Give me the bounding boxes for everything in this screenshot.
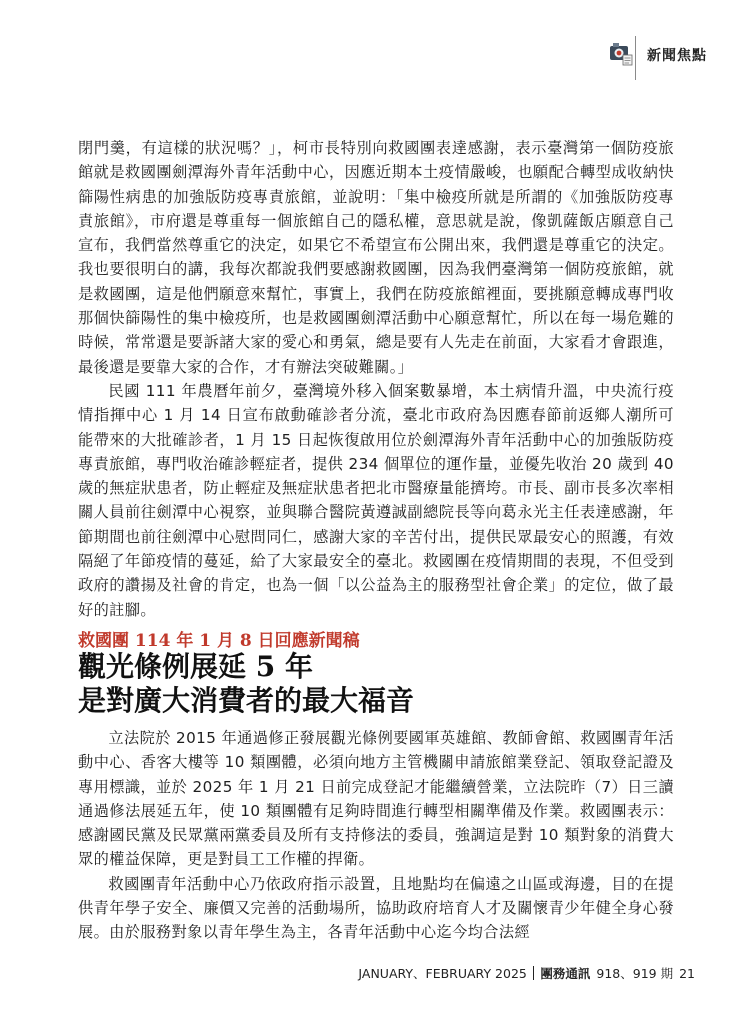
- paragraph-legislation: 立法院於 2015 年通過修正發展觀光條例要國軍英雄館、教師會館、救國團青年活動中心、香客大樓等 10 類團體，必須向地方主管機關申請旅館業登記、領取登記證及專用標識，並於 2025 年 1 月 21 日前完成登記才能繼續營業，立法院昨（7）日三讀通過修法展延五年，使 10 類團體有足夠時間進行轉型相關準備及作業。救國團表示：感謝國民黨及民眾黨兩黨委員及所有支持修法的委員，強調這是對 10 類對象的消費大眾的權益保障，更是對員工工作權的捍衛。: [78, 729, 674, 869]
- press-release-body: [78, 726, 674, 945]
- headline-line-2: 是對廣大消費者的最大福音: [78, 684, 415, 717]
- camera-newspaper-icon: [607, 40, 633, 70]
- footer-issue-date: JANUARY、FEBRUARY 2025: [358, 966, 527, 981]
- press-release-date: 救國團 114 年 1 月 8 日回應新聞稿: [78, 631, 360, 651]
- page-number: 21: [679, 965, 695, 981]
- header-divider: [635, 36, 636, 80]
- paragraph-youth-centers: 救國團青年活動中心乃依政府指示設置，且地點均在偏遠之山區或海邊，目的在提供青年學子安全、廉價又完善的活動場所，協助政府培育人才及關懷青少年健全身心發展。由於服務對象以青年學生為主，各青年活動中心迄今均合法經: [78, 874, 674, 942]
- headline: [78, 650, 414, 718]
- paragraph-quote: 閉門羹，有這樣的狀況嗎？」，柯市長特別向救國團表達感謝，表示臺灣第一個防疫旅館就是救國團劍潭海外青年活動中心，因應近期本土疫情嚴峻，也願配合轉型成收納快篩陽性病患的加強版防疫專責旅館，並說明：「集中檢疫所就是所謂的《加強版防疫專責旅館》，市府還是尊重每一個旅館自己的隱私權，意思就是說，像凱薩飯店願意自己宣布，我們當然尊重它的決定，如果它不希望宣布公開出來，我們還是尊重它的決定。我也要很明白的講，我每次都說我們要感謝救國團，因為我們臺灣第一個防疫旅館，就是救國團，這是他們願意來幫忙，事實上，我們在防疫旅館裡面，要挑願意轉成專門收那個快篩陽性的集中檢疫所，也是救國團劍潭活動中心願意幫忙，所以在每一場危難的時候，常常還是要訴諸大家的愛心和勇氣，總是要有人先走在前面，大家看才會跟進，最後還是要靠大家的合作，才有辦法突破難關。」: [78, 139, 674, 376]
- footer-issue-number: 918、919 期: [596, 966, 674, 981]
- footer-publication: 團務通訊: [540, 966, 591, 981]
- headline-line-1: 觀光條例展延 5 年: [78, 650, 313, 683]
- section-label: 新聞焦點: [647, 48, 707, 64]
- footer-divider: [533, 966, 535, 980]
- section-header: [607, 40, 707, 70]
- paragraph-2022: 民國 111 年農曆年前夕，臺灣境外移入個案數暴增，本土病情升溫，中央流行疫情指揮中心 1 月 14 日宣布啟動確診者分流，臺北市政府為因應春節前返鄉人潮所可能帶來的大批確診者，1 月 15 日起恢復啟用位於劍潭海外青年活動中心的加強版防疫專責旅館，專門收治確診輕症者，提供 234 個單位的運作量，並優先收治 20 歲到 40 歲的無症狀患者，防止輕症及無症狀患者把北市醫療量能擠垮。市長、副市長多次率相關人員前往劍潭中心視察，並與聯合醫院黃遵誠副總院長等向葛永光主任表達感謝，年節期間也前往劍潭中心慰問同仁，感謝大家的辛苦付出，提供民眾最安心的照護，有效隔絕了年節疫情的蔓延，給了大家最安全的臺北。救國團在疫情期間的表現，不但受到政府的讚揚及社會的肯定，也為一個「以公益為主的服務型社會企業」的定位，做了最好的註腳。: [78, 381, 674, 619]
- page-footer: [358, 964, 695, 982]
- article-continued: [78, 136, 674, 622]
